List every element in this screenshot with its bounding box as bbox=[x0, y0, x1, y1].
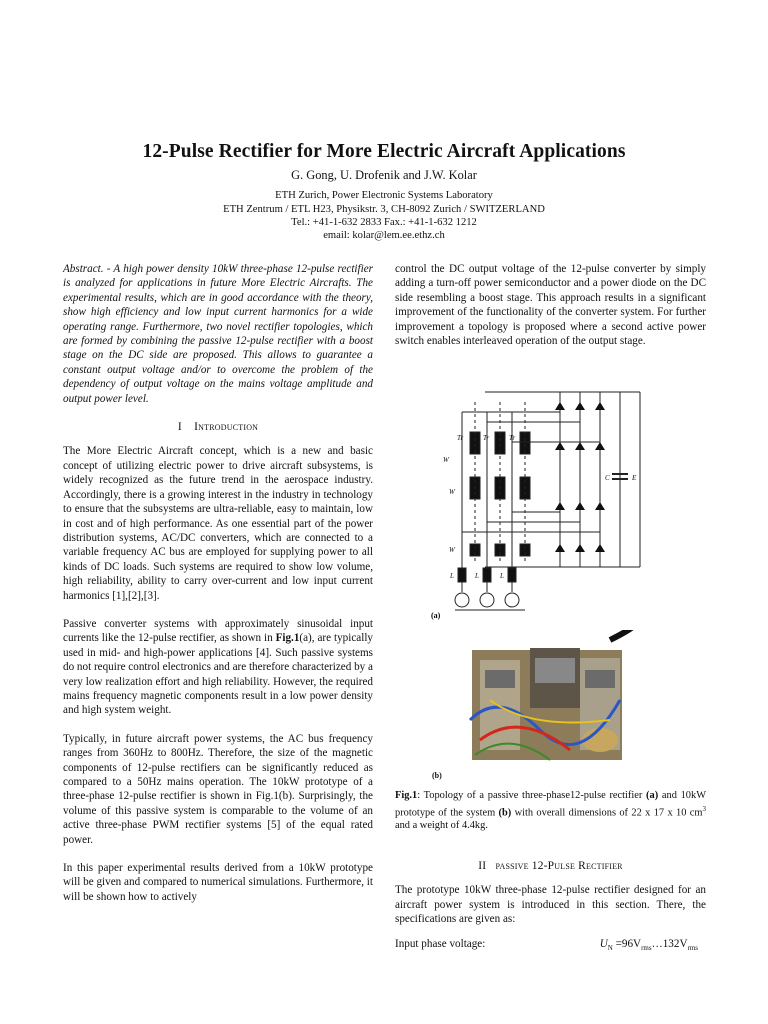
paper-authors: G. Gong, U. Drofenik and J.W. Kolar bbox=[291, 168, 477, 182]
intro-paragraph-3: Typically, in future aircraft power systems, the AC bus frequency ranges from 360Hz to 800Hz. Therefore, the size of the magnetic components of 12-pulse rectifiers can be significantly reduced as compared to a 50Hz mains operation. The 10kW prototype of a three-phase 12-pulse rectifier is shown in Fig.1(b). Surprisingly, the volume of this passive system is comparable to the volume of an active three-phase PWM rectifier systems [5] of the equal rated power. bbox=[63, 732, 373, 846]
label-l3: L bbox=[500, 572, 504, 580]
section-heading-introduction bbox=[63, 420, 373, 434]
paragraph-text: Passive converter systems with approximately sinusoidal input currents like the 12-pulse rectifier, as shown in bbox=[63, 617, 373, 645]
label-capacitor: C bbox=[605, 474, 610, 482]
caption-text: and a weight of 4.4kg. bbox=[395, 820, 488, 832]
section2-paragraph: The prototype 10kW three-phase 12-pulse rectifier designed for an aircraft power system is introduced in this section. There, the specifications are given as: bbox=[395, 884, 706, 926]
spec-value bbox=[600, 937, 698, 956]
affiliation-line-1: ETH Zurich, Power Electronic Systems Laboratory bbox=[275, 190, 493, 201]
label-wb: W bbox=[449, 488, 455, 496]
label-tr1: Tr bbox=[457, 434, 464, 442]
spec-label: Input phase voltage: bbox=[395, 937, 486, 950]
abstract: Abstract. - A high power density 10kW three-phase 12-pulse rectifier is analyzed for applications in future More Electric Aircrafts. The experimental results, which are in good accordance with the theory, show high efficiency and low input current harmonics for a wide operating range. Furthermore, two novel rectifier topologies, which are formed by combining the passive 12-pulse rectifier with a boost stage on the DC side are proposed. This allows to guarantee a constant output voltage and/or to overcome the problem of the dependency of output voltage on the mains voltage amplitude and output power level. bbox=[63, 263, 373, 405]
caption-ref-b: (b) bbox=[498, 806, 512, 818]
spec-subscript: rms bbox=[641, 943, 652, 952]
figure-reference: Fig.1 bbox=[275, 632, 300, 645]
label-tr2: Tr bbox=[483, 434, 490, 442]
contact-phone: Tel.: +41-1-632 2833 Fax.: +41-1-632 1212 bbox=[291, 217, 477, 228]
intro-paragraph-1: The More Electric Aircraft concept, which is a new and basic concept of utilizing electric power to drive aircraft subsystems, is widely recognized as the future trend in the aerospace industry. Accordingly, there is a growing interest in the industry in technology to ensure that the subsystems are ultra-reliable, easy to maintain, low in cost and of high performance. As one essential part of the power distribution systems, AC/DC converters, which are connected to a variable frequency AC bus are employed for supplying power to all kinds of DC loads. Such systems are required to show low volume, high reliability, ability to carry over-current and low input current harmonics [1],[2],[3]. bbox=[63, 445, 373, 602]
label-tr3: Tr bbox=[509, 434, 516, 442]
spec-text: =96V bbox=[612, 937, 642, 950]
paragraph-text: (a), are typically used in mid- and high-power applications [4]. Such passive systems do not require control electronics and are therefore characterized by a very low realization effort and high reliability. However, the required mains frequency magnetic components result in a low power density and high system weight. bbox=[63, 632, 373, 717]
caption-text: : Topology of a passive three-phase12-pulse rectifier bbox=[417, 790, 647, 801]
spec-symbol: U bbox=[599, 937, 608, 950]
section-number: I bbox=[177, 421, 182, 434]
label-wr: W bbox=[449, 546, 455, 554]
section-heading-passive-rectifier bbox=[395, 859, 706, 873]
right-column-top bbox=[395, 262, 706, 362]
figure-a-label: (a) bbox=[431, 611, 441, 620]
figure-caption bbox=[395, 789, 706, 833]
contact-email: email: kolar@lem.ee.ethz.ch bbox=[323, 230, 445, 241]
section-number: II bbox=[478, 860, 487, 872]
figure-b-label: (b) bbox=[432, 771, 442, 780]
caption-text: and 10kW prototype of the system bbox=[395, 790, 707, 818]
rectifier-schematic bbox=[425, 382, 655, 622]
label-output-voltage: E bbox=[632, 474, 637, 482]
spec-row bbox=[395, 937, 706, 956]
intro-paragraph-4: In this paper experimental results derived from a 10kW prototype will be given and compared to numerical simulations. Furthermore, it will be shown how to actively bbox=[63, 862, 373, 903]
section-title: passive 12-Pulse Rectifier bbox=[495, 860, 623, 872]
spec-subscript: N bbox=[607, 943, 613, 952]
label-l1: L bbox=[450, 572, 454, 580]
label-wab: W bbox=[443, 456, 449, 464]
spec-text: …132V bbox=[651, 937, 688, 950]
caption-text: with overall dimensions of 22 x 17 x 10 cm bbox=[511, 806, 703, 818]
right-paragraph-1: control the DC output voltage of the 12-pulse converter by simply adding a turn-off power semiconductor and a power diode on the DC side resembling a boost stage. This approach results in a significant improvement of the functionality of the converter system. For further improvement a topology is proposed where a second active power switch enables interleaved operation of the output stage. bbox=[395, 263, 706, 348]
paper-title: 12-Pulse Rectifier for More Electric Aircraft Applications bbox=[142, 141, 626, 162]
intro-paragraph-2 bbox=[63, 617, 373, 718]
prototype-photo bbox=[460, 630, 635, 770]
left-column bbox=[63, 262, 373, 918]
caption-superscript: 3 bbox=[702, 804, 706, 813]
caption-ref-a: (a) bbox=[646, 790, 659, 801]
right-column-bottom bbox=[395, 853, 706, 955]
spec-subscript: rms bbox=[687, 943, 698, 952]
affiliation-line-2: ETH Zentrum / ETL H23, Physikstr. 3, CH-8092 Zurich / SWITZERLAND bbox=[223, 204, 545, 215]
section-title: Introduction bbox=[194, 421, 259, 434]
label-l2: L bbox=[475, 572, 479, 580]
caption-label: Fig.1 bbox=[395, 790, 418, 801]
